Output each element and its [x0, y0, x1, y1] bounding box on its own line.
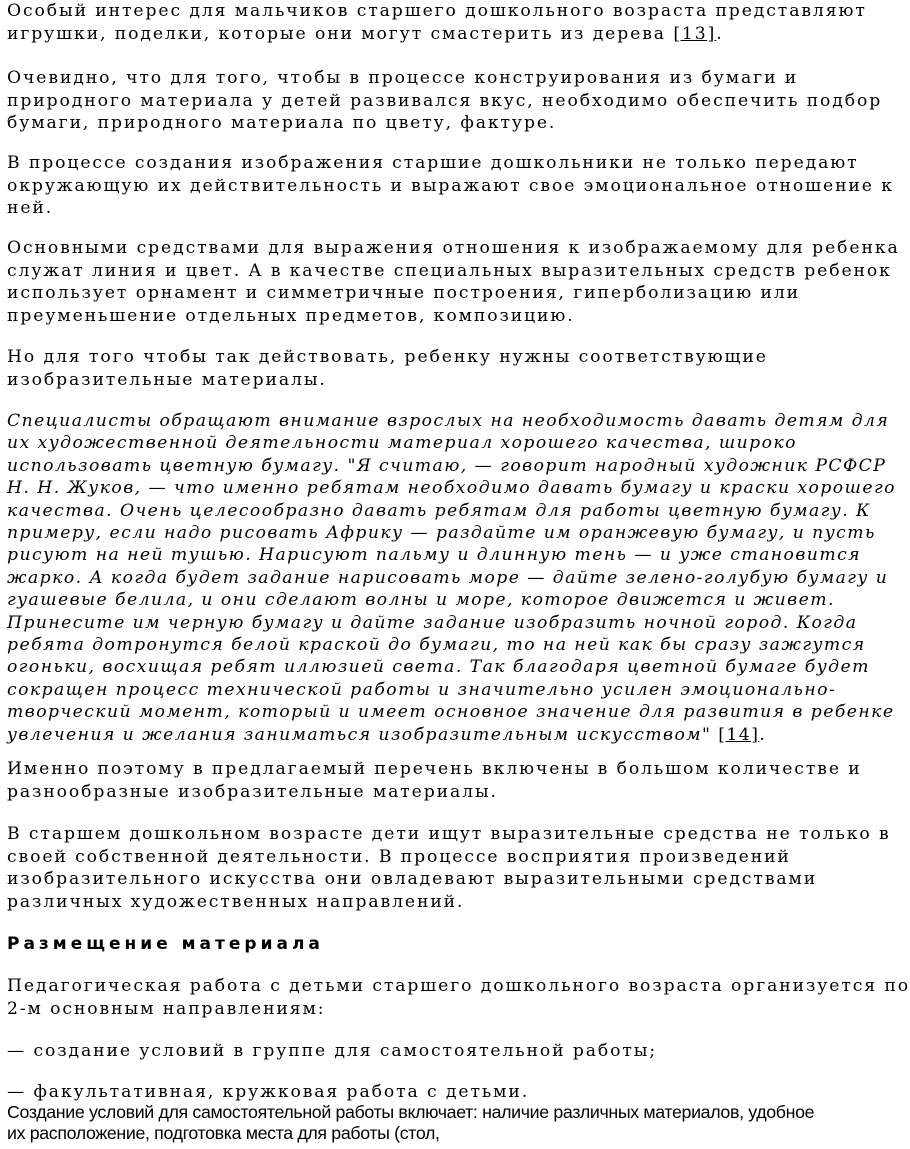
text-line: Основными средствами для выражения отношения к изображаемому для ребенка — [7, 238, 900, 258]
text-line: разнообразные изобразительные материалы. — [7, 781, 498, 802]
text-line: 2-м основным направлениям: — [7, 998, 326, 1019]
text-line: Создание условий для самостоятельной работы включает: наличие различных материалов, удобное — [7, 1102, 815, 1122]
text-line: ребята дотронутся белой краской до бумаги, то на ней как бы сразу зажгутся — [7, 635, 866, 656]
paragraph-materials-list — [7, 758, 862, 803]
reference-link-13[interactable]: [13] — [673, 23, 717, 44]
text-line: В старшем дошкольном возрасте дети ищут выразительные средства не только в — [7, 824, 891, 844]
text-line: Принесите им черную бумагу и дайте задание изобразить ночной город. Когда — [7, 612, 858, 633]
text-line: рисуют на ней тушью. Нарисуют пальму и длинную тень — и уже становится — [7, 545, 861, 566]
text-line: использует орнамент и симметричные построения, гиперболизацию или — [7, 283, 801, 303]
text-line: Именно поэтому в предлагаемый перечень включены в большом количестве и — [7, 759, 862, 779]
text-line: огоньки, восхищая ребят иллюзией света. Так благодаря цветной бумаге будет — [7, 657, 870, 678]
text-line: служат линия и цвет. А в качестве специальных выразительных средств ребенок — [7, 260, 892, 281]
text-line: бумаги, природного материала по цвету, фактуре. — [7, 113, 557, 133]
text-line — [7, 23, 813, 46]
paragraph-work-directions — [7, 975, 910, 1020]
paragraph-materials-needed — [7, 346, 813, 391]
paragraph-wood-crafts — [7, 0, 867, 45]
list-item-club-work — [7, 1081, 813, 1104]
text-line: Особый интерес для мальчиков старшего дошкольного возраста представляют — [7, 1, 867, 21]
text-line: различных художественных направлений. — [7, 891, 465, 912]
text-line: использовать цветную бумагу. "Я считаю, — говорит народный художник РСФСР — [7, 455, 887, 476]
text-line: Специалисты обращают внимание взрослых на необходимость давать детям для — [7, 411, 890, 431]
text-fragment: игрушки, поделки, которые они могут смастерить из дерева — [7, 23, 674, 44]
text-line: качества. Очень целесообразно давать ребятам для работы цветную бумагу. К — [7, 500, 871, 521]
text-line: Очевидно, что для того, чтобы в процессе конструирования из бумаги и — [7, 68, 799, 88]
text-line: изобразительного искусства они овладевают выразительными средствами — [7, 869, 818, 889]
text-line: Педагогическая работа с детьми старшего дошкольного возраста организуется по — [7, 976, 910, 996]
paragraph-art-perception — [7, 823, 891, 913]
paragraph-image-creation — [7, 152, 894, 220]
list-item-independent-work — [7, 1040, 813, 1063]
text-line: Но для того чтобы так действовать, ребенку нужны соответствующие — [7, 347, 768, 367]
text-line: природного материала у детей развивался вкус, необходимо обеспечить подбор — [7, 90, 883, 111]
text-line: гуашевые белила, и они сделают волны и море, которое движется и живет. — [7, 590, 835, 611]
section-heading: Размещение материала — [7, 934, 324, 954]
text-line: сокращен процесс технической работы и значительно усилен эмоционально- — [7, 679, 837, 700]
text-line: примеру, если надо рисовать Африку — раздайте им оранжевую бумагу, и пусть — [7, 523, 876, 544]
text-fragment: увлечения и желания заниматься изобразительным искусством" — [7, 724, 719, 745]
paragraph-expressive-means — [7, 237, 900, 327]
reference-link-14[interactable]: [14] — [718, 724, 760, 745]
text-line: — факультативная, кружковая работа с детьми. — [7, 1082, 530, 1102]
text-line: их расположение, подготовка места для работы (стол, — [7, 1123, 440, 1143]
text-line: их художественной деятельности материал хорошего качества, широко — [7, 433, 797, 454]
text-line: творческий момент, который и имеет основное значение для развития в ребенке — [7, 702, 895, 723]
text-fragment: . — [759, 724, 767, 745]
text-line: окружающую их действительность и выражают свое эмоциональное отношение к — [7, 175, 894, 196]
text-line: — создание условий в группе для самостоятельной работы; — [7, 1041, 658, 1061]
text-line: Н. Н. Жуков, — что именно ребятам необходимо давать бумагу и краски хорошего — [7, 478, 896, 499]
text-fragment: . — [716, 23, 724, 44]
text-line: изобразительные материалы. — [7, 369, 327, 390]
text-line — [7, 724, 813, 746]
paragraph-zhukov-quote — [7, 410, 896, 746]
text-line: жарко. А когда будет задание нарисовать море — дайте зелено-голубую бумагу и — [7, 567, 889, 588]
text-line: В процессе создания изображения старшие дошкольники не только передают — [7, 153, 859, 173]
paragraph-conditions — [7, 1102, 817, 1144]
paragraph-paper-selection — [7, 67, 883, 135]
text-line: преуменьшение отдельных предметов, композицию. — [7, 305, 575, 326]
text-line: своей собственной деятельности. В процессе восприятия произведений — [7, 846, 791, 867]
text-line: ней. — [7, 198, 54, 218]
